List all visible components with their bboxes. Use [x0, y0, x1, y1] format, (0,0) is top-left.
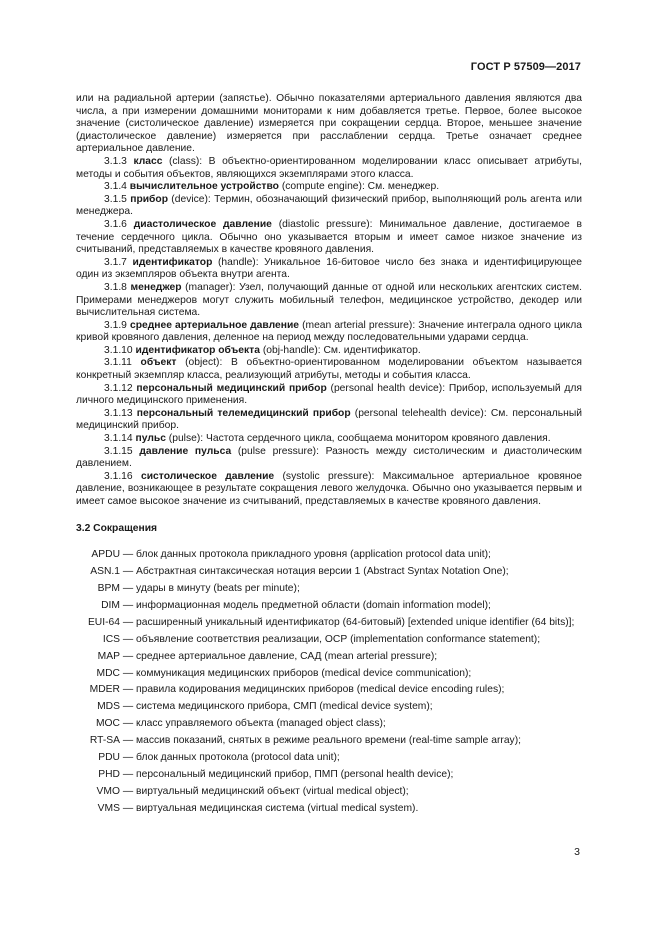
abbreviation-row [76, 733, 582, 750]
definition-term: прибор [130, 193, 168, 205]
definition-text: (class): В объектно-ориентированном моделировании класс описывает атрибуты, методы и события объектов, являющихся экземплярами этого класса. [76, 155, 582, 180]
abbreviation-code: MOC [95, 718, 120, 730]
definition-item [76, 345, 582, 358]
abbreviation-dash: — [120, 549, 137, 561]
definition-item [76, 408, 582, 433]
abbreviation-code: MAP [97, 650, 120, 662]
abbreviation-row [76, 767, 582, 784]
abbreviation-definition: объявление соответствия реализации, ОСР (implementation conformance statement); [136, 633, 541, 645]
abbreviation-row [76, 682, 582, 699]
abbreviation-definition: среднее артериальное давление, САД (mean arterial pressure); [136, 650, 438, 662]
definition-item [76, 194, 582, 219]
definition-item [76, 433, 582, 446]
abbreviation-dash: — [120, 802, 137, 814]
definition-item [76, 181, 582, 194]
definition-number: 3.1.16 [104, 470, 133, 482]
document-code-header: ГОСТ Р 57509—2017 [470, 61, 581, 73]
definition-term: среднее артериальное давление [129, 319, 300, 331]
abbreviation-row [76, 547, 582, 564]
page-number: 3 [574, 846, 580, 858]
abbreviation-row [76, 750, 582, 767]
definition-item [76, 320, 582, 345]
abbreviation-code: VMO [96, 785, 120, 797]
definition-text: (systolic pressure): Максимальное артериальное кровяное давление, возникающее в результате сокращения левого желудочка. Обычно оно указывается первым и имеет самое высокое значение из считываний, представляемых в качестве кровяного давления. [76, 470, 582, 507]
definition-number: 3.1.11 [104, 357, 132, 369]
abbreviation-row [76, 581, 582, 598]
abbreviations-list [76, 547, 582, 818]
definition-number: 3.1.6 [104, 218, 127, 230]
definition-text: (pulse): Частота сердечного цикла, сообщаема монитором кровяного давления. [165, 433, 551, 445]
definition-text: (device): Термин, обозначающий физический прибор, выполняющий роль агента или менеджера. [76, 193, 582, 218]
definition-item [76, 446, 582, 471]
abbreviation-code: MDC [96, 667, 120, 679]
definition-number: 3.1.9 [104, 319, 127, 331]
abbreviation-definition: блок данных протокола (protocol data unit); [136, 752, 340, 764]
definition-term: систолическое давление [141, 470, 275, 482]
definition-text: (obj-handle): См. идентификатор. [259, 344, 421, 356]
definition-number: 3.1.10 [104, 344, 133, 356]
definition-item [76, 156, 582, 181]
definition-item [76, 357, 582, 382]
abbreviation-dash: — [120, 566, 137, 578]
definition-number: 3.1.7 [104, 256, 127, 268]
abbreviation-dash: — [120, 684, 137, 696]
abbreviation-code: RT-SA [89, 735, 120, 747]
definition-term: давление пульса [139, 445, 232, 457]
abbreviation-definition: система медицинского прибора, СМП (medical device system); [136, 701, 433, 713]
definition-text: (object): В объектно-ориентированном моделировании объектом называется конкретный экземпляр класса, реализующий атрибуты, методы и события класса. [76, 357, 582, 382]
definitions-list [76, 156, 582, 509]
definition-text: (mean arterial pressure): Значение интеграла одного цикла кривой кровяного давления, деленное на период между последовательными ударами сердца. [76, 319, 582, 344]
abbreviation-row [76, 632, 582, 649]
abbreviation-dash: — [120, 583, 137, 594]
abbreviation-definition: блок данных протокола прикладного уровня (application protocol data unit); [136, 549, 491, 561]
definition-text: (compute engine): См. менеджер. [278, 181, 440, 193]
definition-number: 3.1.15 [104, 445, 133, 457]
abbreviation-definition: удары в минуту (beats per minute); [136, 583, 300, 594]
definition-item [76, 471, 582, 509]
abbreviation-row [76, 649, 582, 666]
definition-term: вычислительное устройство [129, 181, 279, 193]
abbreviation-code: APDU [91, 549, 120, 561]
abbreviation-dash: — [120, 633, 137, 645]
definition-text: (personal telehealth device): См. персональный медицинский прибор. [76, 407, 582, 432]
page-content [76, 93, 582, 818]
definition-text: (manager): Узел, получающий данные от одной или нескольких агентских систем. Примерами менеджеров могут служить мобильный телефон, медицинское устройство, декодер или вычислительная система. [76, 281, 582, 319]
definition-term: класс [133, 155, 163, 167]
definition-item [76, 257, 582, 282]
abbreviation-dash: — [120, 701, 137, 713]
abbreviation-row [76, 716, 582, 733]
definition-text: (personal health device): Прибор, используемый для личного медицинского применения. [76, 382, 582, 407]
abbreviation-code: BPM [97, 583, 120, 594]
abbreviation-dash: — [120, 667, 137, 679]
definition-term: персональный медицинский прибор [136, 382, 327, 394]
definition-number: 3.1.4 [104, 181, 127, 193]
definition-term: объект [140, 357, 177, 369]
abbreviation-code: ASN.1 [90, 566, 120, 578]
definition-number: 3.1.13 [104, 407, 133, 419]
definition-item [76, 383, 582, 408]
abbreviation-dash: — [120, 752, 137, 764]
abbreviation-code: VMS [97, 802, 120, 814]
abbreviation-dash: — [120, 650, 137, 662]
abbreviation-code: PDU [98, 752, 120, 764]
definition-item [76, 282, 582, 320]
abbreviation-dash: — [120, 735, 137, 747]
abbreviation-dash: — [120, 768, 137, 780]
abbreviation-definition: массив показаний, снятых в режиме реального времени (real-time sample array); [136, 735, 521, 747]
abbreviation-code: PHD [98, 768, 120, 780]
section-title-abbreviations: 3.2 Сокращения [76, 522, 158, 534]
abbreviation-dash: — [120, 599, 137, 611]
definition-term: менеджер [130, 281, 182, 293]
definition-term: пульс [135, 433, 166, 445]
abbreviation-definition: виртуальная медицинская система (virtual medical system). [136, 802, 419, 814]
definition-number: 3.1.3 [104, 155, 127, 167]
abbreviation-row [76, 801, 582, 818]
definition-text: (pulse pressure): Разность между систолическим и диастолическим давлением. [76, 445, 582, 470]
definition-text: (handle): Уникальное 16-битовое число без знака и идентифицирующее один из экземпляров объекта внутри агента. [76, 256, 582, 281]
abbreviation-definition: персональный медицинский прибор, ПМП (personal health device); [136, 768, 454, 780]
abbreviation-dash: — [120, 718, 137, 730]
abbreviation-row [76, 615, 582, 632]
definition-number: 3.1.12 [104, 382, 133, 394]
definition-term: персональный телемедицинский прибор [136, 407, 351, 419]
continuation-paragraph: или на радиальной артерии (запястье). Обычно показателями артериального давления являются два числа, а при измерении домашними мониторами к ним добавляется третье. Первое, более высокое значение (систолическое давление) измеряется при сокращении сердца. Второе, меньшее значение (диастолическое давление) измеряется при расслаблении сердца. Третье означает среднее артериальное давление. [76, 93, 582, 155]
abbreviation-code: DIM [101, 599, 120, 611]
abbreviation-definition: информационная модель предметной области (domain information model); [136, 599, 491, 611]
abbreviation-row [76, 784, 582, 801]
abbreviation-row [76, 564, 582, 581]
definition-text: (diastolic pressure): Минимальное давление, достигаемое в течение сердечного цикла. Обычно оно указывается вторым и имеет самое низкое значение из считываний, представляемых в качестве кровяного давления. [76, 218, 582, 256]
abbreviation-dash: — [120, 785, 137, 797]
abbreviation-row [76, 666, 582, 683]
abbreviation-code: EUI-64 [87, 616, 120, 628]
abbreviation-dash: — [120, 616, 137, 628]
definition-term: идентификатор объекта [135, 344, 260, 356]
definition-term: идентификатор [132, 256, 213, 268]
abbreviation-definition: класс управляемого объекта (managed object class); [136, 718, 386, 730]
abbreviation-row [76, 699, 582, 716]
abbreviation-definition: правила кодирования медицинских приборов (medical device encoding rules); [136, 684, 505, 696]
abbreviation-definition: виртуальный медицинский объект (virtual medical object); [136, 785, 409, 797]
abbreviation-code: ICS [102, 633, 120, 645]
abbreviation-definition: Абстрактная синтаксическая нотация версии 1 (Abstract Syntax Notation One); [136, 566, 509, 578]
abbreviation-definition: расширенный уникальный идентификатор (64-битовый) [extended unique identifier (64 bits)]; [136, 616, 575, 628]
definition-term: диастолическое давление [133, 218, 272, 230]
definition-number: 3.1.14 [104, 433, 133, 445]
abbreviation-definition: коммуникация медицинских приборов (medical device communication); [136, 667, 472, 679]
definition-number: 3.1.8 [104, 281, 127, 293]
abbreviation-code: MDS [97, 701, 120, 713]
definition-number: 3.1.5 [104, 193, 127, 205]
abbreviation-row [76, 598, 582, 615]
definition-item [76, 219, 582, 257]
abbreviation-code: MDER [89, 684, 120, 696]
